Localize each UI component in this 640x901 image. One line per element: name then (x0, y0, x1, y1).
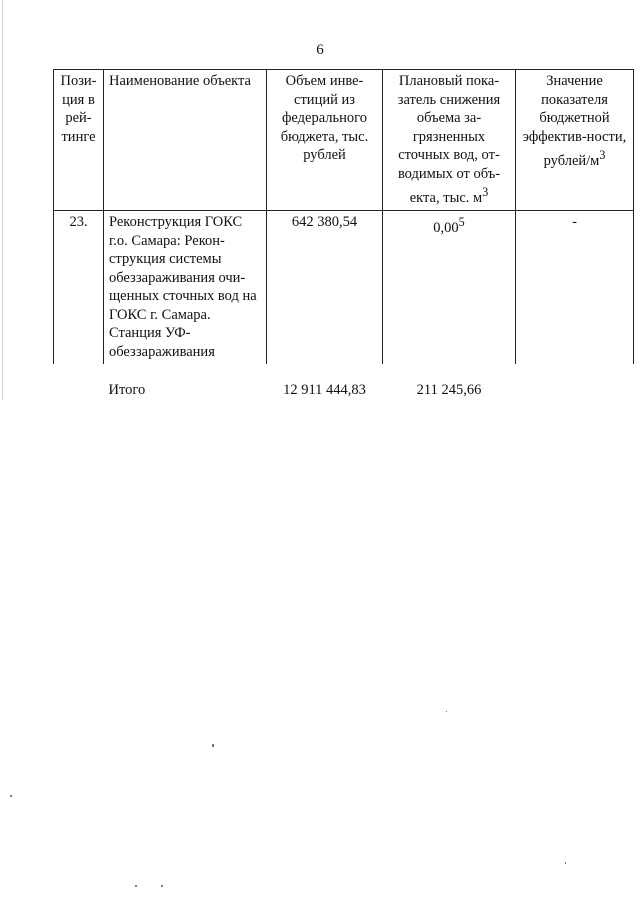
total-label: Итого (108, 382, 146, 399)
scan-speck (212, 744, 214, 747)
header-object-name: Наименование объекта (104, 70, 267, 211)
table-header-row (54, 70, 634, 211)
scan-speck (135, 885, 137, 887)
scan-speck (10, 795, 12, 797)
page-number: 6 (316, 42, 324, 58)
row-efficiency: - (516, 211, 634, 365)
row-plan-value: 0,00 (433, 220, 459, 237)
row-investment: 642 380,54 (267, 211, 383, 365)
header-plan-sup: 3 (482, 185, 489, 199)
row-position: 23. (54, 211, 104, 365)
scan-speck (161, 885, 163, 887)
total-efficiency-empty (516, 364, 634, 403)
header-efficiency-sup: 3 (599, 148, 606, 162)
table-row (54, 211, 634, 365)
header-plan-reduction (383, 70, 516, 211)
total-position-empty (54, 364, 104, 403)
header-plan-text: Плановый пока-затель снижения объема за-грязненных сточных вод, от-водимых от объ-екта, тыс. м (397, 73, 501, 206)
scan-speck (446, 711, 447, 712)
scan-margin-line (2, 0, 3, 400)
scan-speck (565, 862, 566, 864)
row-plan-footnote: 5 (458, 215, 465, 230)
total-plan: 211 245,66 (416, 382, 482, 399)
row-plan-reduction (383, 211, 516, 365)
row-object-name: Реконструкция ГОКС г.о. Самара: Рекон-струкция системы обеззараживания очи-щенных сточных вод на ГОКС г. Самара. Станция УФ-обеззараживания (104, 211, 267, 365)
total-investment: 12 911 444,83 (283, 382, 366, 399)
header-position: Пози-ция в рей-тинге (54, 70, 104, 211)
rating-table (53, 69, 634, 403)
total-row (54, 364, 634, 403)
header-efficiency (516, 70, 634, 211)
header-investment: Объем инве-стиций из федерального бюджета, тыс. рублей (267, 70, 383, 211)
header-efficiency-text: Значение показателя бюджетной эффектив-ности, рублей/м (522, 73, 627, 169)
